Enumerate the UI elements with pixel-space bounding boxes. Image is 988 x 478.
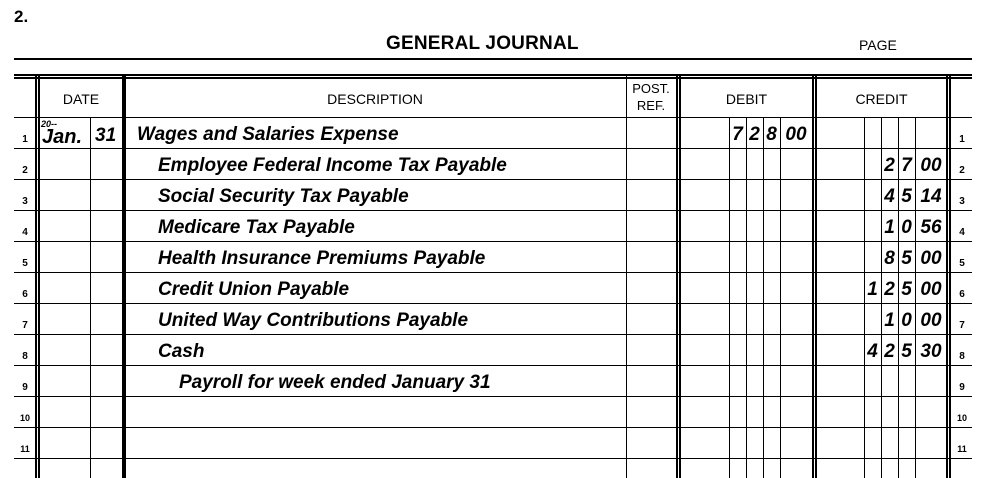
row-line: [14, 272, 972, 273]
credit-digit: 5: [901, 279, 912, 300]
entry-description: Cash: [158, 341, 205, 362]
credit-digit: 1: [867, 279, 878, 300]
debit-header: DEBIT: [725, 91, 768, 107]
row-line: [14, 303, 972, 304]
entry-description: Health Insurance Premiums Payable: [158, 248, 486, 269]
credit-cents: 56: [920, 217, 942, 238]
credit-cents: 30: [920, 341, 942, 362]
page-label: PAGE: [859, 37, 897, 53]
row-number-right: 2: [959, 165, 965, 176]
entry-description: United Way Contributions Payable: [158, 310, 469, 331]
column-line: [676, 74, 678, 478]
debit-digit: 2: [749, 124, 760, 145]
row-line: [14, 148, 972, 149]
column-line: [780, 117, 781, 478]
row-number-right: 7: [959, 320, 965, 331]
problem-number: 2.: [14, 7, 29, 26]
credit-digit: 0: [901, 217, 912, 238]
debit-digit: 7: [732, 124, 743, 145]
credit-digit: 2: [884, 341, 895, 362]
date-month: Jan.: [42, 126, 83, 148]
column-line: [626, 74, 627, 478]
row-line: [14, 427, 972, 428]
row-line: [14, 334, 972, 335]
column-line: [35, 74, 37, 478]
column-line: [729, 117, 730, 478]
row-number-right: 10: [956, 413, 967, 423]
credit-cents: 00: [920, 155, 942, 176]
credit-digit: 5: [901, 341, 912, 362]
credit-digit: 2: [884, 279, 895, 300]
credit-cents: 00: [920, 279, 942, 300]
entry-description: Credit Union Payable: [158, 279, 350, 300]
column-line: [812, 74, 814, 478]
column-line: [124, 74, 126, 478]
row-number-right: 6: [959, 289, 965, 300]
row-number-left: 5: [22, 258, 28, 269]
year-prefix: 20--: [41, 119, 58, 129]
credit-digit: 7: [901, 155, 912, 176]
row-number-left: 2: [22, 165, 28, 176]
post-ref-header-line1: POST.: [632, 81, 670, 96]
row-number-left: 11: [20, 444, 30, 454]
credit-digit: 4: [867, 341, 878, 362]
credit-cents: 14: [920, 186, 942, 207]
credit-cents: 00: [920, 248, 942, 269]
row-number-left: 10: [19, 413, 30, 423]
top-rule: [14, 58, 972, 60]
row-line: [14, 458, 972, 459]
journal-title: GENERAL JOURNAL: [386, 33, 579, 54]
entry-description: Social Security Tax Payable: [158, 186, 409, 207]
column-line: [38, 74, 40, 478]
entry-description: Employee Federal Income Tax Payable: [158, 155, 507, 176]
post-ref-header-line2: REF.: [636, 98, 666, 113]
row-number-right: 5: [959, 258, 965, 269]
credit-cents: 00: [920, 310, 942, 331]
credit-digit: 8: [884, 248, 895, 269]
column-line: [815, 74, 817, 478]
credit-digit: 4: [884, 186, 895, 207]
credit-digit: 1: [884, 310, 895, 331]
row-number-right: 3: [959, 196, 965, 207]
entry-description: Wages and Salaries Expense: [137, 124, 399, 145]
row-number-left: 8: [22, 351, 28, 362]
description-header: DESCRIPTION: [327, 91, 423, 107]
entry-description: Medicare Tax Payable: [158, 217, 355, 238]
credit-digit: 2: [884, 155, 895, 176]
credit-header: CREDIT: [855, 91, 908, 107]
row-number-right: 9: [959, 382, 965, 393]
row-line: [14, 396, 972, 397]
column-line: [679, 74, 681, 478]
row-line: [14, 365, 972, 366]
entry-description: Payroll for week ended January 31: [179, 372, 491, 393]
date-header: DATE: [62, 91, 100, 107]
row-number-right: 8: [959, 351, 965, 362]
column-line: [763, 117, 764, 478]
credit-digit: 5: [901, 186, 912, 207]
row-number-left: 6: [22, 289, 28, 300]
debit-cents: 00: [785, 124, 807, 145]
date-day: 31: [95, 125, 117, 146]
credit-digit: 0: [901, 310, 912, 331]
row-number-right: 1: [959, 134, 965, 145]
row-line: [14, 210, 972, 211]
row-number-left: 1: [22, 134, 28, 145]
column-line: [746, 117, 747, 478]
row-number-left: 7: [22, 320, 28, 331]
column-line: [90, 117, 91, 478]
table-top-rule-1: [14, 74, 972, 76]
row-number-left: 9: [22, 382, 28, 393]
row-number-right: 4: [959, 227, 965, 238]
credit-digit: 1: [884, 217, 895, 238]
row-line: [14, 117, 972, 118]
row-number-left: 3: [22, 196, 28, 207]
column-line: [946, 74, 948, 478]
row-line: [14, 179, 972, 180]
row-number-right: 11: [957, 444, 967, 454]
column-line: [949, 74, 951, 478]
row-line: [14, 241, 972, 242]
debit-digit: 8: [766, 124, 777, 145]
row-number-left: 4: [22, 227, 28, 238]
credit-digit: 5: [901, 248, 912, 269]
table-top-rule-2: [14, 77, 972, 79]
